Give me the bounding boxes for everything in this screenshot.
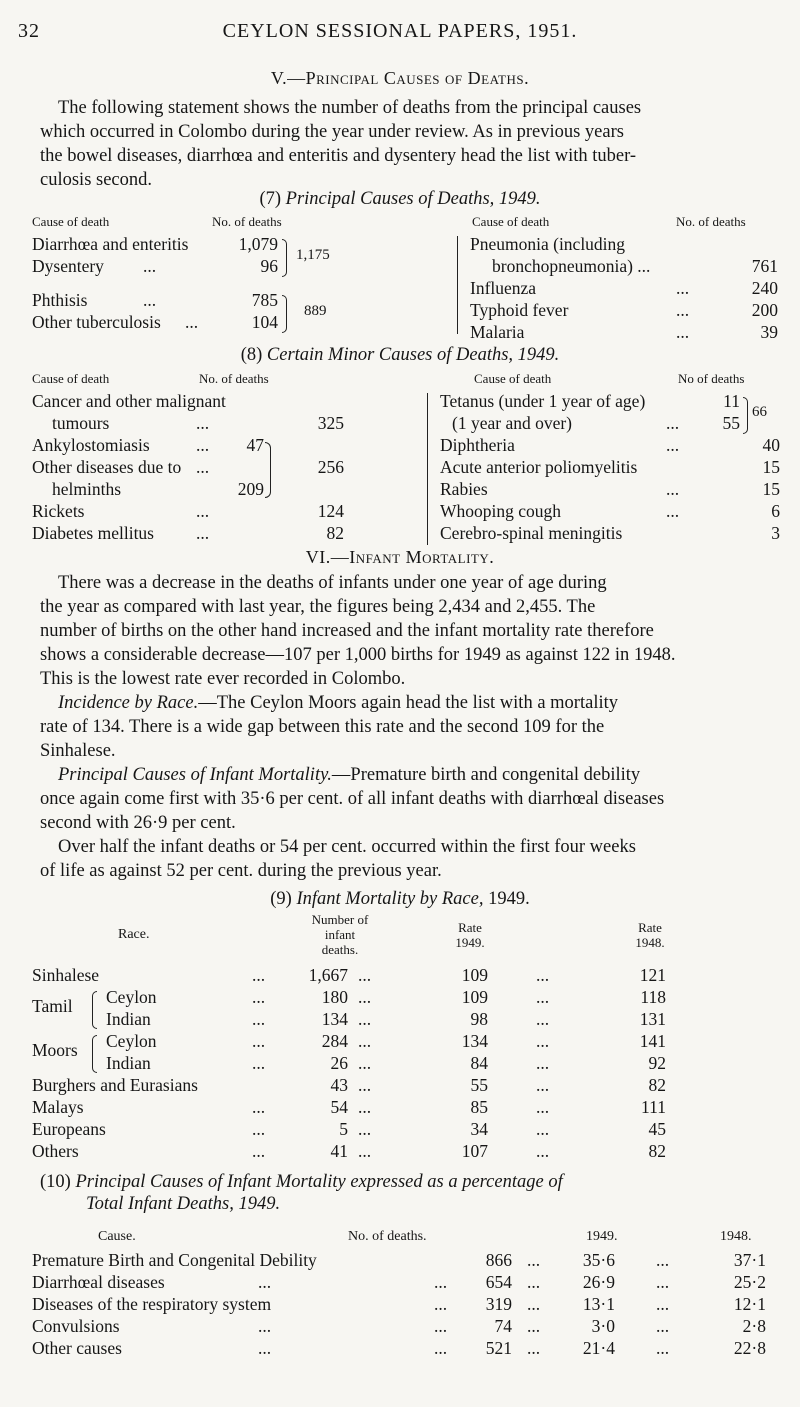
t9-n-europeans: 5 [339,1119,348,1139]
t7-dots: ... [676,278,690,298]
table8-title: (8) Certain Minor Causes of Deaths, 1949. [240,345,560,365]
t9-r48-sinhalese: 121 [639,965,666,985]
t8-n-diphtheria: 40 [762,435,780,455]
t8-dots: ... [666,501,680,521]
t8-dots: ... [196,523,210,543]
t7-n-influenza: 240 [751,278,778,298]
t10-dots: ... [258,1272,272,1292]
t8-n-tetanus-u1: 11 [723,391,740,411]
t9-dots: ... [358,1141,372,1161]
table7-col-cause-left: Cause of death [32,214,110,229]
t10-n-diarrhoeal: 654 [485,1272,512,1292]
t7-cause-influenza: Influenza [470,278,537,298]
t10-cause-premature: Premature Birth and Congenital Debility [32,1250,317,1270]
t10-n-premature: 866 [485,1250,512,1270]
t9-dots: ... [358,1031,372,1051]
page-number: 32 [18,20,40,42]
t8-cause-cancer: Cancer and other malignant [32,391,226,411]
t9-r48-europeans: 45 [648,1119,666,1139]
t7-n-dysentery: 96 [260,256,278,276]
t7-n-typhoid: 200 [751,300,778,320]
t7-divider [457,236,458,334]
t10-header-deaths: No. of deaths. [348,1229,427,1244]
t9-dots: ... [536,1097,550,1117]
t7-n-pneumonia: 761 [751,256,778,276]
t9-r49-others: 107 [461,1141,488,1161]
t9-r49-malays: 85 [470,1097,488,1117]
t9-dots: ... [358,1009,372,1029]
t8-dots: ... [196,457,210,477]
table9-title: (9) Infant Mortality by Race, 1949. [270,889,530,909]
t8-n-cancer: 325 [317,413,344,433]
t7-cause-typhoid: Typhoid fever [470,300,569,320]
t7-n-phthisis: 785 [251,290,278,310]
t10-n-other: 521 [485,1338,512,1358]
t7-total-2: 889 [304,303,327,319]
t8-cause-meningitis: Cerebro-spinal meningitis [440,523,623,543]
t9-n-moors-indian: 26 [330,1053,348,1073]
t9-r48-moors-indian: 92 [648,1053,666,1073]
t9-brace-moors [92,1035,97,1073]
t8-dots: ... [196,413,210,433]
t9-r49-tamil-ceylon: 109 [461,987,488,1007]
t9-n-others: 41 [330,1141,348,1161]
t9-dots: ... [536,1075,550,1095]
t9-n-tamil-ceylon: 180 [321,987,348,1007]
table10-title-line1: (10) Principal Causes of Infant Mortality expressed as a percentage of [40,1172,563,1192]
t10-n-respiratory: 319 [485,1294,512,1314]
t9-dots: ... [252,965,266,985]
t8-total-helminths: 256 [317,457,344,477]
t7-total-1: 1,175 [296,247,330,263]
t7-brace-1 [282,239,287,277]
running-title: CEYLON SESSIONAL PAPERS, 1951. [222,20,578,42]
t7-cause-bronchopneumonia: bronchopneumonia) ... [492,256,651,276]
t10-dots: ... [258,1338,272,1358]
section-vi-para-1: There was a decrease in the deaths of infants under one year of age during the year as compared with last year, the figures being 2,434 and 2,455. The number of births on the other hand increased and the infant mortality rate therefore shows a considerable decrease—107 per 1,000 births for 1949 as against 122 in 1948. This is the lowest rate ever recorded in Colombo. [40,573,676,689]
t7-cause-dysentery: Dysentery [32,256,104,276]
t10-p48-convulsions: 2·8 [742,1316,766,1336]
t8-n-whooping: 6 [771,501,780,521]
t10-dots: ... [656,1338,670,1358]
t7-n-diarrhoea: 1,079 [238,234,278,254]
t9-group-tamil: Tamil [32,996,73,1016]
section-vi-para-2: Incidence by Race.—The Ceylon Moors again head the list with a mortality rate of 134. There is a wide gap between this rate and the second 109 for the Sinhalese. [40,693,618,761]
t10-dots: ... [434,1338,448,1358]
t10-dots: ... [434,1272,448,1292]
t9-race-others: Others [32,1141,79,1161]
t9-race-tamil-ceylon: Ceylon [106,987,157,1007]
t9-dots: ... [252,1053,266,1073]
t9-r48-malays: 111 [641,1097,666,1117]
t9-race-europeans: Europeans [32,1119,106,1139]
t9-header-number: Number of infant deaths. [311,912,369,957]
t8-dots: ... [196,435,210,455]
t9-n-moors-ceylon: 284 [321,1031,348,1051]
t9-group-moors: Moors [32,1040,78,1060]
t8-brace-left [265,442,271,498]
t9-dots: ... [536,1119,550,1139]
t9-dots: ... [536,1141,550,1161]
t8-n-helminths: 209 [237,479,264,499]
t9-brace-tamil [92,991,97,1029]
t10-dots: ... [434,1294,448,1314]
t7-dots: ... [143,290,157,310]
t8-brace-right [743,397,748,434]
t8-cause-tumours: tumours [52,413,110,433]
t9-r48-burghers: 82 [648,1075,666,1095]
section-vi-para-3: Principal Causes of Infant Mortality.—Premature birth and congenital debility once again come first with 35·6 per cent. of all infant deaths with diarrhœal diseases second with 26·9 per cent. [40,765,665,833]
t9-dots: ... [252,1031,266,1051]
t9-n-tamil-indian: 134 [321,1009,348,1029]
t9-dots: ... [252,1141,266,1161]
t8-cause-tetanus: Tetanus (under 1 year of age) [440,391,646,411]
section-v-heading: V.—Principal Causes of Deaths. [270,68,530,88]
t9-dots: ... [358,1053,372,1073]
t7-dots: ... [676,300,690,320]
t9-race-malays: Malays [32,1097,84,1117]
t9-header-race: Race. [118,927,150,942]
t9-dots: ... [358,1097,372,1117]
t9-dots: ... [536,965,550,985]
t8-cause-rickets: Rickets [32,501,85,521]
t9-n-burghers: 43 [330,1075,348,1095]
t8-dots: ... [666,413,680,433]
t10-dots: ... [258,1316,272,1336]
t9-race-tamil-indian: Indian [106,1009,151,1029]
t9-dots: ... [536,1053,550,1073]
t10-dots: ... [656,1294,670,1314]
t9-dots: ... [536,1031,550,1051]
t10-cause-other: Other causes [32,1338,122,1358]
t10-p48-premature: 37·1 [733,1250,766,1270]
section-vi-para-4: Over half the infant deaths or 54 per cent. occurred within the first four weeks of life as against 52 per cent. during the previous year. [40,837,636,881]
t9-dots: ... [358,1075,372,1095]
t9-race-moors-indian: Indian [106,1053,151,1073]
t8-n-tetanus-1plus: 55 [722,413,740,433]
t8-dots: ... [666,435,680,455]
section-vi-heading: VI.—Infant Mortality. [305,547,495,567]
t10-cause-convulsions: Convulsions [32,1316,120,1336]
t9-r48-tamil-indian: 131 [639,1009,666,1029]
t7-dots: ... [676,322,690,342]
t8-cause-diabetes: Diabetes mellitus [32,523,154,543]
t8-dots: ... [666,479,680,499]
t10-dots: ... [527,1316,541,1336]
t9-dots: ... [252,1119,266,1139]
table8-col-deaths-right: No of deaths [678,371,745,386]
t7-n-malaria: 39 [760,322,778,342]
t8-cause-tetanus-1plus: (1 year and over) [452,413,573,433]
table7-col-cause-right: Cause of death [472,214,550,229]
t7-dots: ... [143,256,157,276]
t9-r49-sinhalese: 109 [461,965,488,985]
table8-col-cause-left: Cause of death [32,371,110,386]
t8-cause-diphtheria: Diphtheria [440,435,515,455]
t9-r49-moors-ceylon: 134 [461,1031,488,1051]
t9-r48-tamil-ceylon: 118 [640,987,666,1007]
t9-r48-moors-ceylon: 141 [639,1031,666,1051]
t7-cause-pneumonia: Pneumonia (including [470,234,626,254]
t9-header-rate-1949: Rate 1949. [455,920,485,950]
t9-n-malays: 54 [330,1097,348,1117]
t7-dots: ... [185,312,199,332]
t8-n-ankylostomiasis: 47 [246,435,264,455]
t10-cause-respiratory: Diseases of the respiratory system [32,1294,272,1314]
t10-dots: ... [527,1250,541,1270]
t10-dots: ... [527,1338,541,1358]
t10-dots: ... [656,1316,670,1336]
table7-col-deaths-right: No. of deaths [676,214,746,229]
t9-race-sinhalese: Sinhalese [32,965,100,985]
t9-n-sinhalese: 1,667 [308,965,348,985]
t10-p48-diarrhoeal: 25·2 [733,1272,766,1292]
t10-p48-respiratory: 12·1 [733,1294,766,1314]
t9-dots: ... [252,1097,266,1117]
t8-cause-other-helminths: Other diseases due to [32,457,182,477]
t7-n-other-tb: 104 [251,312,278,332]
t10-p49-premature: 35·6 [582,1250,615,1270]
t10-header-1949: 1949. [586,1229,618,1244]
t8-n-meningitis: 3 [771,523,780,543]
t10-p49-diarrhoeal: 26·9 [582,1272,615,1292]
t9-dots: ... [252,987,266,1007]
t9-header-rate-1948: Rate 1948. [635,920,665,950]
t9-dots: ... [358,965,372,985]
t10-dots: ... [656,1250,670,1270]
t10-p49-convulsions: 3·0 [591,1316,615,1336]
table10-title-line2: Total Infant Deaths, 1949. [86,1194,281,1214]
t10-dots: ... [434,1316,448,1336]
t9-dots: ... [358,1119,372,1139]
t10-header-cause: Cause. [98,1229,136,1244]
t9-r49-europeans: 34 [470,1119,488,1139]
t10-n-convulsions: 74 [494,1316,512,1336]
t7-cause-other-tb: Other tuberculosis [32,312,161,332]
t10-header-1948: 1948. [720,1229,752,1244]
t9-dots: ... [536,987,550,1007]
t9-r49-burghers: 55 [470,1075,488,1095]
t7-cause-diarrhoea: Diarrhœa and enteritis [32,234,189,254]
t8-n-rickets: 124 [317,501,344,521]
t10-p49-other: 21·4 [582,1338,615,1358]
section-v-paragraph: The following statement shows the number of deaths from the principal causes which occurred in Colombo during the year under review. As in previous years the bowel diseases, diarrhœa and enteritis and dysentery head the list with tuber- culosis second. [40,98,642,190]
t8-total-tetanus: 66 [752,404,767,420]
t8-cause-ankylostomiasis: Ankylostomiasis [32,435,150,455]
t9-r49-tamil-indian: 98 [470,1009,488,1029]
t10-dots: ... [527,1272,541,1292]
t8-cause-whooping: Whooping cough [440,501,562,521]
t9-race-burghers: Burghers and Eurasians [32,1075,198,1095]
t8-dots: ... [196,501,210,521]
table8-col-deaths-left: No. of deaths [199,371,269,386]
t7-cause-malaria: Malaria [470,322,525,342]
t8-n-polio: 15 [762,457,780,477]
t10-cause-diarrhoeal: Diarrhœal diseases [32,1272,165,1292]
table7-title: (7) Principal Causes of Deaths, 1949. [259,189,541,209]
t7-cause-phthisis: Phthisis [32,290,88,310]
t8-n-rabies: 15 [762,479,780,499]
t8-cause-rabies: Rabies [440,479,488,499]
t10-dots: ... [656,1272,670,1292]
t8-n-diabetes: 82 [326,523,344,543]
t7-brace-2 [282,295,287,333]
t10-p48-other: 22·8 [733,1338,766,1358]
t9-race-moors-ceylon: Ceylon [106,1031,157,1051]
t10-dots: ... [527,1294,541,1314]
t9-r48-others: 82 [648,1141,666,1161]
t8-cause-polio: Acute anterior poliomyelitis [440,457,638,477]
t8-divider [427,393,428,545]
table7-col-deaths-left: No. of deaths [212,214,282,229]
t9-dots: ... [358,987,372,1007]
t9-r49-moors-indian: 84 [470,1053,488,1073]
t9-dots: ... [252,1009,266,1029]
table8-col-cause-right: Cause of death [474,371,552,386]
t9-dots: ... [536,1009,550,1029]
t8-cause-helminths: helminths [52,479,122,499]
t10-p49-respiratory: 13·1 [582,1294,615,1314]
